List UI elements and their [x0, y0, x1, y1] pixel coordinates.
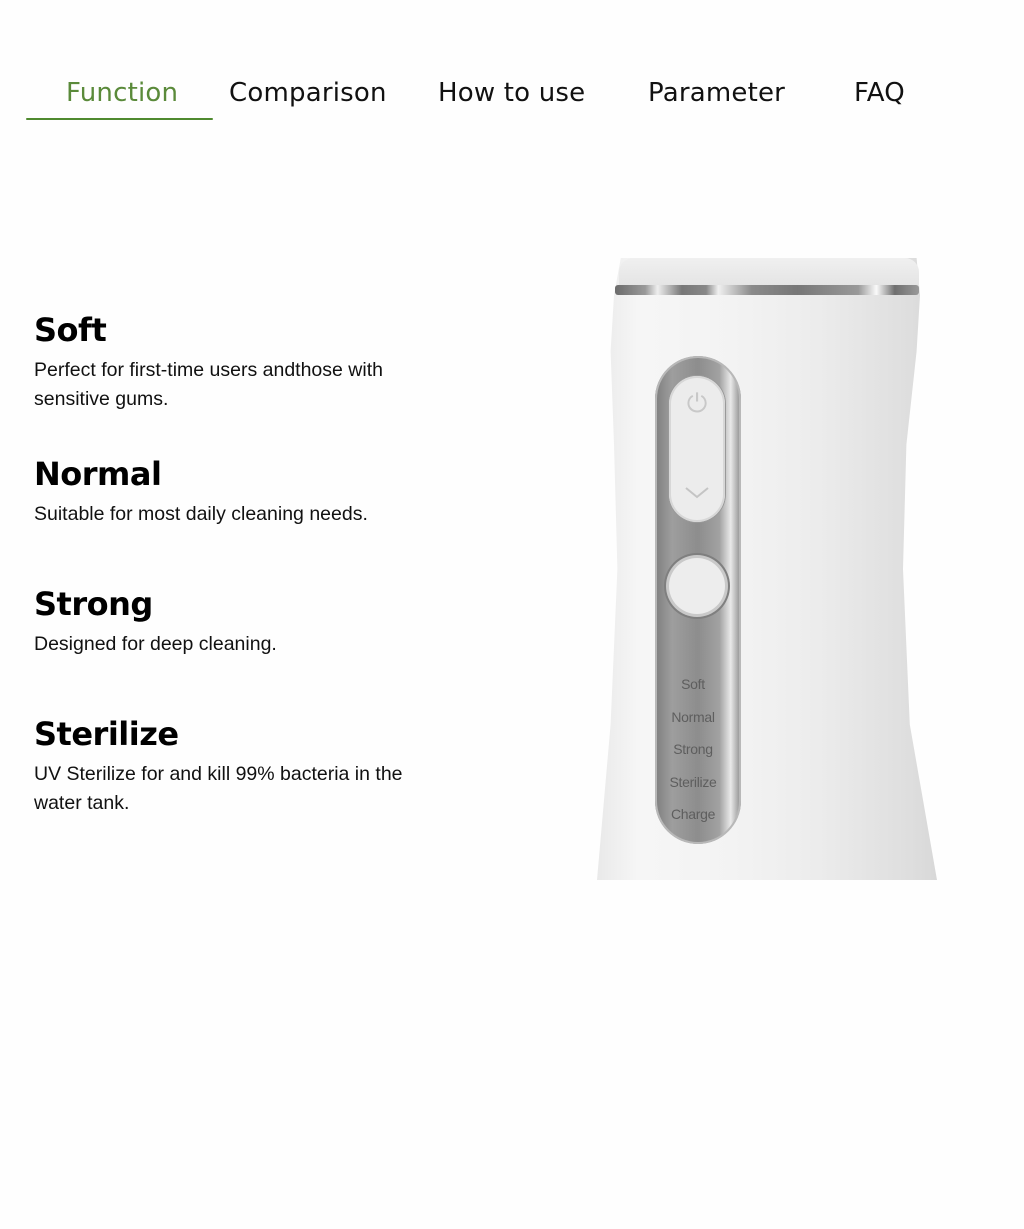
power-icon: ⏻: [686, 389, 708, 419]
power-mode-button: [669, 376, 725, 522]
feature-description: Designed for deep cleaning.: [34, 633, 277, 655]
feature-normal: [34, 454, 454, 529]
device-body: [597, 258, 937, 880]
mode-labels: [655, 668, 731, 831]
feature-description: UV Sterilize for and kill 99% bacteria in the water tank.: [34, 763, 403, 814]
feature-title: Sterilize: [34, 715, 179, 753]
mode-label-normal: Normal: [671, 708, 715, 725]
feature-sterilize: [34, 714, 454, 818]
chevron-down-icon: [683, 480, 711, 504]
tab-parameter[interactable]: Parameter: [648, 78, 786, 108]
device-cap: [619, 258, 919, 286]
tab-faq[interactable]: FAQ: [854, 78, 905, 108]
feature-soft: [34, 310, 454, 414]
active-tab-underline: [26, 118, 213, 120]
feature-description: Perfect for first-time users andthose with sensitive gums.: [34, 359, 383, 410]
mode-label-sterilize: Sterilize: [669, 773, 717, 790]
feature-title: Normal: [34, 455, 162, 493]
mode-label-charge: Charge: [670, 806, 716, 822]
mode-label-soft: Soft: [681, 676, 705, 692]
feature-title: Soft: [34, 311, 107, 349]
feature-title: Strong: [34, 585, 153, 623]
tab-how-to-use[interactable]: How to use: [438, 78, 586, 108]
tab-bar: [0, 78, 1024, 128]
tab-comparison[interactable]: Comparison: [229, 78, 387, 108]
mode-label-strong: Strong: [673, 741, 713, 757]
tab-function[interactable]: Function: [66, 78, 179, 108]
product-image-water-flosser: [597, 258, 937, 880]
chrome-ring: [615, 285, 919, 295]
feature-description: Suitable for most daily cleaning needs.: [34, 503, 368, 525]
round-button: [669, 558, 725, 614]
feature-strong: [34, 584, 454, 659]
